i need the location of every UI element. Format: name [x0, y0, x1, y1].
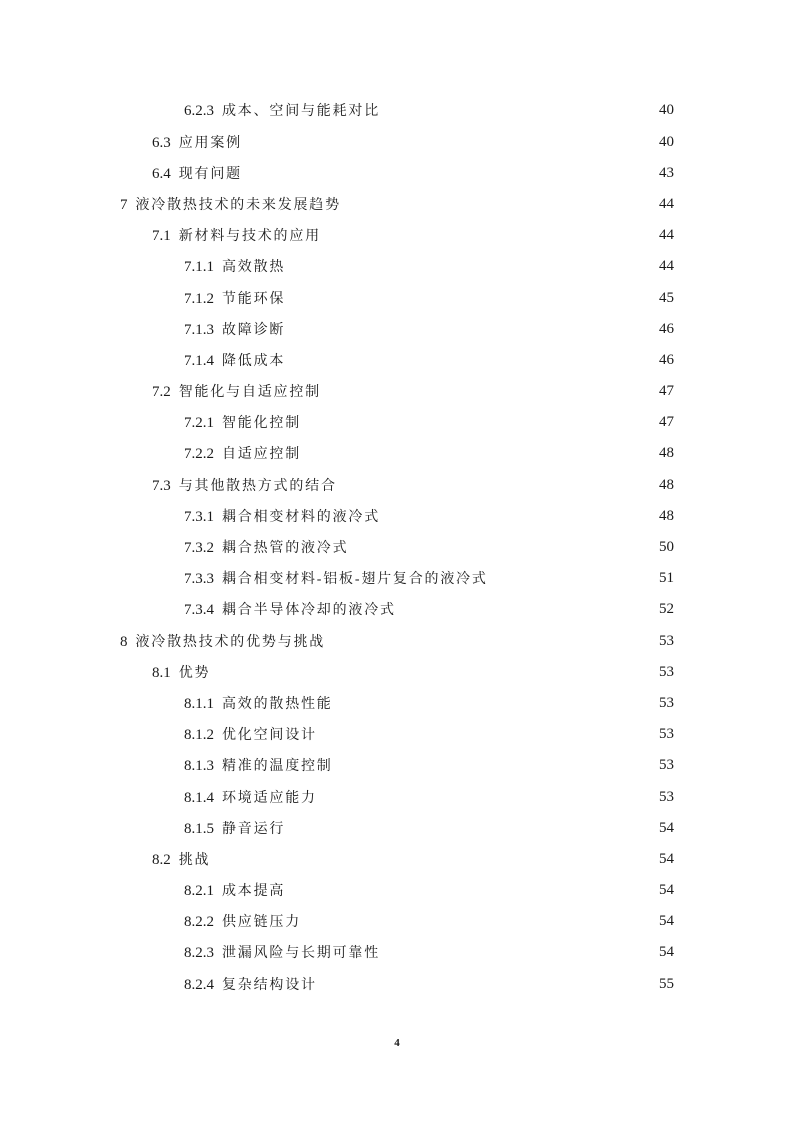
- toc-entry-title: 高效的散热性能: [222, 696, 333, 712]
- toc-entry-number: 7.3.2: [184, 540, 214, 557]
- toc-entry-number: 8.1.1: [184, 695, 214, 712]
- toc-entry-page: 54: [659, 882, 674, 899]
- toc-entry-page: 48: [659, 476, 674, 493]
- toc-entry-title: 现有问题: [178, 166, 242, 182]
- toc-entry-title: 与其他散热方式的结合: [178, 478, 337, 494]
- toc-entry-title: 静音运行: [222, 821, 286, 837]
- toc-entry-number: 7.1: [152, 228, 171, 245]
- toc-entry-page: 45: [659, 289, 674, 306]
- toc-entry-title: 液冷散热技术的优势与挑战: [135, 634, 326, 650]
- toc-entry-page: 52: [659, 601, 674, 618]
- toc-entry: [0, 969, 794, 1000]
- toc-entry-page: 48: [659, 507, 674, 524]
- toc-entry-title: 应用案例: [178, 135, 242, 151]
- toc-entry-page: 40: [659, 102, 674, 119]
- toc-entry-number: 7.2.2: [184, 446, 214, 463]
- toc-entry: [0, 345, 794, 376]
- toc-entry-page: 44: [659, 227, 674, 244]
- toc-entry-number: 7.3.4: [184, 602, 214, 619]
- toc-entry: [0, 283, 794, 314]
- toc-entry-title: 耦合半导体冷却的液冷式: [222, 603, 396, 619]
- toc-entry-title: 耦合热管的液冷式: [222, 541, 349, 557]
- toc-entry-number: 8.2.4: [184, 976, 214, 993]
- toc-entry-number: 8.1.5: [184, 820, 214, 837]
- toc-entry-page: 44: [659, 195, 674, 212]
- toc-entry-number: 8: [120, 633, 128, 650]
- toc-entry-title: 泄漏风险与长期可靠性: [222, 946, 380, 962]
- toc-entry-title: 优化空间设计: [222, 728, 317, 744]
- toc-entry-page: 54: [659, 913, 674, 930]
- toc-entry-number: 7: [120, 196, 128, 213]
- page-footer: [0, 1034, 794, 1052]
- toc-entry-page: 53: [659, 788, 674, 805]
- table-of-contents: [0, 95, 794, 999]
- toc-entry: [0, 594, 794, 625]
- toc-entry: [0, 532, 794, 563]
- toc-entry: [0, 750, 794, 781]
- toc-chapter-entry: [0, 189, 794, 220]
- toc-entry-number: 6.3: [152, 134, 171, 151]
- toc-entry-title: 自适应控制: [222, 447, 301, 463]
- toc-entry: [0, 438, 794, 469]
- toc-entry: [0, 127, 794, 158]
- toc-entry-number: 7.2.1: [184, 415, 214, 432]
- toc-entry-number: 8.2.1: [184, 883, 214, 900]
- toc-entry: [0, 95, 794, 126]
- toc-entry-title: 精准的温度控制: [222, 759, 333, 775]
- page-number: 4: [394, 1037, 400, 1049]
- toc-entry-title: 供应链压力: [222, 915, 301, 931]
- toc-entry-number: 8.2: [152, 851, 171, 868]
- toc-entry-page: 53: [659, 663, 674, 680]
- toc-entry-page: 55: [659, 975, 674, 992]
- toc-entry-page: 53: [659, 726, 674, 743]
- toc-entry: [0, 376, 794, 407]
- toc-entry-number: 7.1.4: [184, 352, 214, 369]
- toc-entry-title: 智能化与自适应控制: [178, 385, 321, 401]
- toc-entry: [0, 657, 794, 688]
- toc-entry-page: 43: [659, 164, 674, 181]
- toc-entry-title: 耦合相变材料-铝板-翅片复合的液冷式: [222, 572, 488, 588]
- toc-entry-title: 复杂结构设计: [222, 977, 317, 993]
- toc-entry-number: 8.1.4: [184, 789, 214, 806]
- toc-entry: [0, 314, 794, 345]
- toc-chapter-entry: [0, 626, 794, 657]
- toc-entry-page: 47: [659, 383, 674, 400]
- toc-entry-number: 8.1: [152, 664, 171, 681]
- toc-entry-title: 故障诊断: [222, 322, 286, 338]
- toc-entry-title: 成本提高: [222, 884, 286, 900]
- toc-entry-title: 智能化控制: [222, 416, 301, 432]
- toc-entry-number: 7.1.1: [184, 259, 214, 276]
- toc-entry: [0, 719, 794, 750]
- toc-entry: [0, 158, 794, 189]
- toc-entry: [0, 220, 794, 251]
- toc-entry: [0, 813, 794, 844]
- toc-entry-title: 新材料与技术的应用: [178, 229, 321, 245]
- toc-entry-page: 47: [659, 414, 674, 431]
- toc-entry-number: 6.2.3: [184, 103, 214, 120]
- toc-entry-page: 44: [659, 258, 674, 275]
- toc-entry-number: 6.4: [152, 165, 171, 182]
- toc-entry-page: 46: [659, 320, 674, 337]
- toc-entry-title: 成本、空间与能耗对比: [222, 104, 380, 120]
- toc-entry-title: 环境适应能力: [222, 790, 317, 806]
- toc-entry: [0, 937, 794, 968]
- toc-entry-page: 54: [659, 819, 674, 836]
- toc-entry-page: 51: [659, 570, 674, 587]
- toc-entry-page: 50: [659, 539, 674, 556]
- toc-entry-number: 8.2.3: [184, 945, 214, 962]
- toc-entry-number: 8.2.2: [184, 914, 214, 931]
- toc-entry: [0, 470, 794, 501]
- toc-entry-title: 优势: [178, 665, 211, 681]
- toc-entry-number: 7.1.3: [184, 321, 214, 338]
- toc-entry-page: 54: [659, 850, 674, 867]
- toc-entry: [0, 501, 794, 532]
- toc-entry-number: 7.3: [152, 477, 171, 494]
- toc-entry: [0, 251, 794, 282]
- toc-entry: [0, 875, 794, 906]
- toc-entry-page: 53: [659, 632, 674, 649]
- toc-entry: [0, 844, 794, 875]
- toc-entry: [0, 688, 794, 719]
- toc-entry-title: 高效散热: [222, 260, 286, 276]
- toc-entry-number: 8.1.3: [184, 758, 214, 775]
- toc-entry-number: 8.1.2: [184, 727, 214, 744]
- toc-entry-number: 7.3.1: [184, 508, 214, 525]
- toc-entry: [0, 782, 794, 813]
- toc-entry: [0, 906, 794, 937]
- toc-entry-page: 46: [659, 351, 674, 368]
- toc-entry-title: 降低成本: [222, 353, 286, 369]
- toc-entry-title: 液冷散热技术的未来发展趋势: [135, 197, 341, 213]
- toc-entry: [0, 563, 794, 594]
- toc-entry-number: 7.3.3: [184, 571, 214, 588]
- toc-entry-page: 40: [659, 133, 674, 150]
- toc-entry-page: 53: [659, 757, 674, 774]
- toc-entry-title: 耦合相变材料的液冷式: [222, 509, 380, 525]
- toc-entry-title: 挑战: [178, 852, 211, 868]
- toc-entry-page: 48: [659, 445, 674, 462]
- toc-entry-title: 节能环保: [222, 291, 286, 307]
- toc-entry-page: 53: [659, 694, 674, 711]
- toc-entry: [0, 407, 794, 438]
- toc-entry-page: 54: [659, 944, 674, 961]
- toc-entry-number: 7.1.2: [184, 290, 214, 307]
- toc-entry-number: 7.2: [152, 384, 171, 401]
